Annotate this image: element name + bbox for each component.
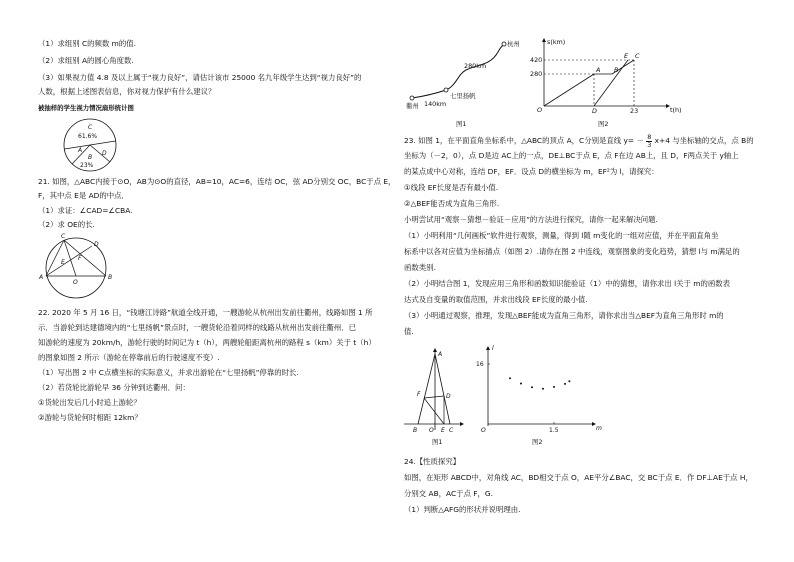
- tri-label-o: O: [429, 427, 434, 434]
- q23-part2-cont: 达式及自变量的取值范围，并求出线段 EF长度的最小值.: [404, 295, 588, 304]
- q23-part1: （1）小明利用“几何画板”软件进行观察，测量，得到 l随 m变化的一组对应值，并在平面直角坐: [404, 231, 719, 240]
- q20-part3-cont: 人数，根据上述图表信息，你对视力保护有什么建议？: [38, 87, 216, 96]
- q22-part2-ii: ②游轮与货轮何时相距 12km？: [38, 413, 142, 422]
- q23-item2: ②△BEF能否成为直角三角形.: [404, 199, 500, 208]
- q23-part3-cont: 值.: [404, 327, 414, 336]
- route-label-280km: 280km: [464, 62, 487, 70]
- fraction: [646, 134, 652, 148]
- scatter-y-label: l: [492, 345, 494, 352]
- fraction-sign: －: [636, 136, 644, 146]
- q20-part1: （1）求组别 C的频数 m的值.: [38, 39, 137, 48]
- route-label-qili: 七里扬帆: [450, 92, 476, 100]
- graph-point-e: E: [624, 52, 629, 60]
- q23-stem-1a: 23. 如图 1，在平面直角坐标系中，△ABC的顶点 A，C分别是直线 y=: [404, 136, 635, 146]
- scatter-point-1: [520, 383, 522, 385]
- scatter-point-6: [568, 380, 570, 382]
- scatter-caption: 图2: [532, 438, 543, 446]
- scatter-y-tick: 16: [476, 361, 484, 368]
- q23-part3: （3）小明通过观察，推理，发现△BEF能成为直角三角形，请你求出当△BEF为直角三角形时 m的: [404, 311, 724, 320]
- q24-heading: 24.【性质探究】: [404, 457, 461, 466]
- q21-part1: （1）求证：∠CAD=∠CBA.: [38, 206, 133, 215]
- fraction-den: 3: [647, 140, 652, 149]
- q23-part1-cont: 标系中以各对应值为坐标描点（如图 2）.请你在图 2 中连线，观察图象的变化趋势，猜想 l与 m满足的: [404, 247, 740, 256]
- pie-chart: [60, 117, 120, 173]
- circle-label-f: F: [78, 255, 82, 262]
- distance-graph: [530, 38, 684, 130]
- graph-tick-23: 23: [630, 107, 639, 115]
- q22-stem-4: 的图象如图 2 所示（游轮在停靠前后的行驶速度不变）.: [38, 353, 220, 362]
- circle-label-b: B: [108, 274, 113, 281]
- graph-tick-420: 420: [530, 56, 543, 64]
- q23-stem-2: 坐标为（－2，0），点 D是边 AC上的一点，DE⊥BC于点 E，点 F在边 AB上，且 D，F两点关于 y轴上: [404, 151, 739, 160]
- scatter-point-2: [531, 386, 533, 388]
- tri-caption: 图1: [432, 438, 443, 446]
- q22-part2-i: ①货轮出发后几小时追上游轮？: [38, 398, 141, 407]
- tri-label-b: B: [413, 427, 418, 434]
- graph-point-a: A: [596, 66, 601, 74]
- pie-label-a: A: [78, 147, 83, 154]
- q22-stem-1: 22. 2020 年 5 月 16 日，“钱塘江诗路”航道全线开通，一艘游轮从杭州出发前往衢州，线路如图 1 所: [38, 308, 373, 317]
- pie-label-b: B: [88, 154, 93, 161]
- q21-stem-cont: F，其中点 E是 AD的中点．: [38, 191, 129, 200]
- q24-part1: （1）判断△AFG的形状并说明理由.: [404, 505, 521, 514]
- route-label-hangzhou: 杭州: [507, 40, 520, 48]
- circle-label-d: D: [94, 241, 99, 248]
- tri-label-a: A: [438, 351, 443, 358]
- q21-part2: （2）求 OE的长.: [38, 220, 95, 229]
- tri-label-e: E: [441, 427, 445, 434]
- route-caption: 图1: [456, 120, 467, 128]
- route-label-140km: 140km: [424, 100, 447, 108]
- circle-label-o: O: [73, 279, 78, 286]
- q23-method: 小明尝试用“观察－猜想－验证－应用”的方法进行探究，请你一起来解决问题.: [404, 215, 658, 224]
- q24-stem-2: 分别交 AB，AC于点 F，G.: [404, 489, 493, 498]
- q23-stem-1: [404, 134, 754, 148]
- scatter-point-3: [542, 388, 544, 390]
- circle-label-c: C: [61, 233, 66, 240]
- graph-x-axis-label: t(h): [670, 106, 682, 114]
- q23-part1-cont2: 函数类别.: [404, 263, 436, 272]
- q22-part2: （2）若货轮比游轮早 36 分钟到达衢州．问：: [38, 383, 190, 392]
- graph-point-b: B: [614, 66, 619, 74]
- scatter-figure: [476, 345, 604, 446]
- q24-stem-1: 如图，在矩形 ABCD中，对角线 AC，BD相交于点 O，AE平分∠BAC，交 BC于点 E．作 DF⊥AE于点 H，: [404, 473, 753, 482]
- tri-label-c: C: [449, 427, 454, 434]
- circle-label-a: A: [39, 274, 44, 281]
- graph-tick-280: 280: [530, 70, 543, 78]
- graph-point-d: D: [592, 107, 597, 115]
- q20-part2: （2）求组别 A的圆心角度数.: [38, 56, 134, 65]
- triangle-figure: [404, 346, 464, 446]
- fraction-num: 8: [647, 133, 652, 141]
- q22-stem-2: 示．当游轮到达建德境内的“七里扬帆”景点时，一艘货轮沿着同样的线路从杭州出发前往衢州．已: [38, 323, 357, 332]
- pie-label-d: D: [102, 150, 107, 157]
- pie-chart-title: 被抽样的学生视力情况扇形统计图: [38, 104, 134, 112]
- graph-caption: 图2: [598, 120, 609, 128]
- pie-value-c: 61.6%: [78, 133, 98, 140]
- pie-value-b: 23%: [80, 162, 94, 169]
- scatter-x-tick: 1.5: [549, 427, 559, 434]
- q23-stem-1b: x+4 与坐标轴的交点，点 B的: [654, 136, 754, 146]
- pie-label-c: C: [88, 124, 93, 131]
- q23-part2: （2）小明结合图 1，发现应用三角形和函数知识能验证（1）中的猜想，请你求出 l关于 m的函数表: [404, 279, 731, 288]
- circle-figure: [38, 233, 134, 298]
- circle-label-e: E: [61, 259, 65, 266]
- graph-point-c: C: [635, 52, 640, 60]
- q23-stem-3: 的某点成中心对称，连结 DF，EF．设点 D的横坐标为 m，EF²为 l，请探究：: [404, 167, 659, 176]
- q22-part1: （1）写出图 2 中 C点横坐标的实际意义，并求出游轮在“七里扬帆”停靠的时长.: [38, 368, 299, 377]
- route-map: [404, 38, 524, 128]
- tri-label-f: F: [417, 391, 421, 398]
- scatter-origin: O: [481, 427, 486, 434]
- tri-label-d: D: [446, 393, 451, 400]
- scatter-point-0: [509, 377, 511, 379]
- q20-part3: （3）如果视力值 4.8 及以上属于“视力良好”，请估计该市 25000 名九年级学生达到“视力良好”的: [38, 73, 362, 82]
- scatter-points: [509, 377, 570, 390]
- graph-origin: O: [537, 106, 543, 114]
- q21-stem: 21. 如图，△ABC内接于⊙O，AB为⊙O的直径，AB=10，AC=6，连结 OC，弦 AD分别交 OC，BC于点 E，: [38, 177, 396, 186]
- q23-item1: ①线段 EF长度是否有最小值.: [404, 183, 499, 192]
- scatter-x-label: m: [596, 425, 602, 432]
- scatter-point-5: [564, 383, 566, 385]
- q22-stem-3: 知游轮的速度为 20km/h，游轮行驶的时间记为 t（h），两艘轮船距离杭州的路程 s（km）关于 t（h）: [38, 338, 376, 347]
- graph-y-axis-label: s(km): [547, 38, 566, 46]
- route-label-quzhou: 衢州: [406, 102, 419, 110]
- scatter-point-4: [553, 386, 555, 388]
